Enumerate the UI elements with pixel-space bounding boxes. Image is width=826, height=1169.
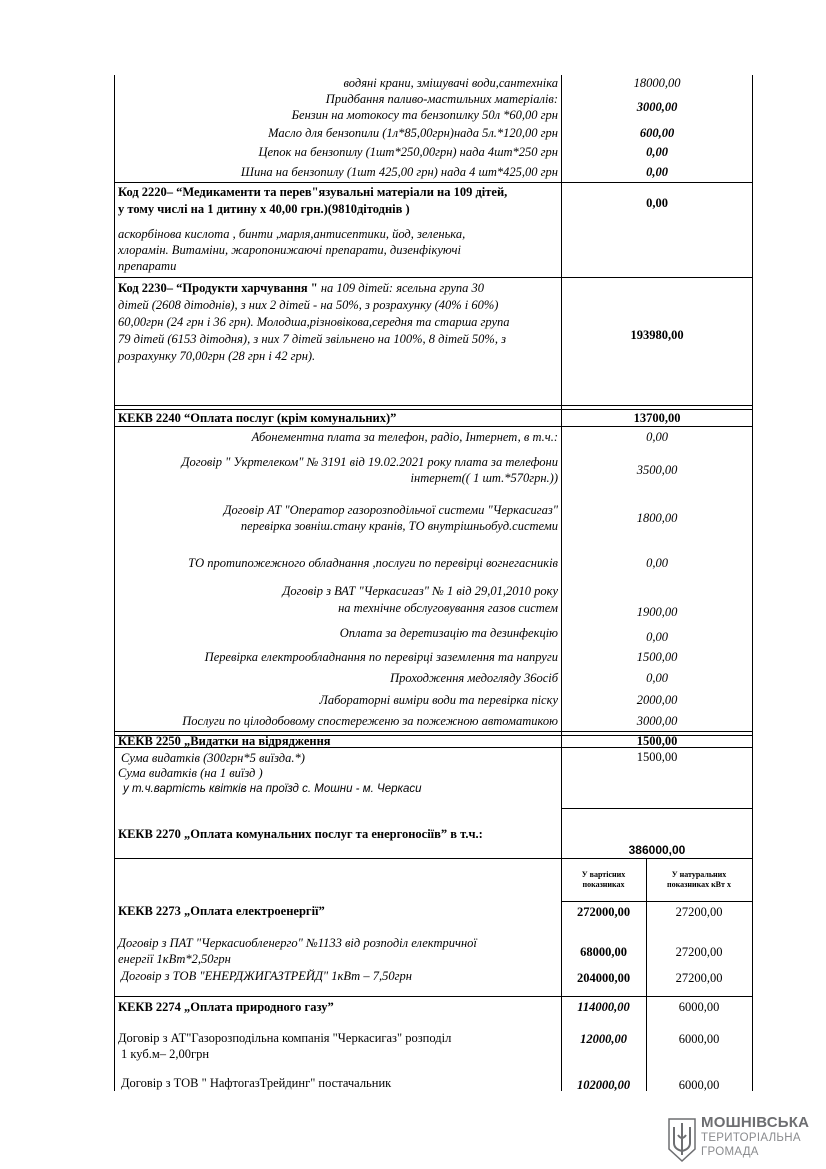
contract-natural: 27200,00 — [675, 971, 723, 985]
kekv-2274-heading: КЕКВ 2274 „Оплата природного газу” — [118, 1000, 334, 1014]
kekv-2240-value: 13700,00 — [633, 411, 681, 425]
row-label: Придбання паливо-мастильних матеріалів: — [325, 92, 558, 106]
service-value: 0,00 — [646, 630, 668, 644]
kod-2220-value: 0,00 — [646, 196, 668, 210]
row-label: Цепок на бензопилу (1шт*250,00грн) нада 4шт*250 грн — [258, 145, 558, 159]
contract-label: Договір з ТОВ " НафтогазТрейдинг" постачальник — [121, 1076, 392, 1090]
contract-value: 68000,00 — [580, 945, 627, 959]
kekv-2250-text: Сума видатків (на 1 виїзд ) — [118, 766, 263, 780]
contract-label: Договір з АТ"Газорозподільна компанія "Черкасигаз" розподіл — [118, 1031, 452, 1045]
kod-2230-text: дітей (2608 дітоднів), з них 2 дітей - на 50%, з розрахунку (40% і 60%) — [118, 298, 499, 312]
contract-label: енергії 1кВт*2,50грн — [118, 952, 231, 966]
column-header-money: У вартісних — [581, 870, 626, 879]
contract-label: 1 куб.м– 2,00грн — [121, 1047, 210, 1061]
row-value: 18000,00 — [633, 76, 681, 90]
service-label: Договір з ВАТ "Черкасигаз" № 1 від 29,01,2010 року — [282, 584, 558, 598]
service-label: Проходження медогляду 36осіб — [390, 671, 558, 685]
row-separator — [114, 426, 753, 427]
table-right-border — [752, 75, 753, 1091]
row-separator — [114, 996, 753, 997]
contract-value: 102000,00 — [576, 1078, 631, 1092]
kekv-2274-natural: 6000,00 — [678, 1000, 720, 1014]
row-value: 600,00 — [639, 126, 675, 140]
row-separator — [114, 277, 753, 278]
service-label: перевірка зовніш.стану кранів, ТО внутрішньобуд.системи — [240, 519, 558, 533]
service-value: 3000,00 — [636, 714, 678, 728]
kod-2230-text: 60,00грн (24 грн і 36 грн). Молодша,різновікова,середня та старша група — [118, 315, 510, 329]
row-separator — [114, 182, 753, 183]
service-label: Лабораторні виміри води та перевірка піску — [319, 693, 558, 707]
kekv-2250-value: 1500,00 — [636, 734, 678, 748]
row-value: 3000,00 — [636, 100, 678, 114]
contract-natural: 27200,00 — [675, 945, 723, 959]
service-label: Оплата за деретизацію та дезинфекцію — [339, 626, 558, 640]
row-separator — [114, 731, 753, 732]
kod-2220-description: аскорбінова кислота , бинти ,марля,антисептики, йод, зеленька, — [118, 227, 466, 241]
row-separator — [561, 901, 753, 902]
kod-2230-heading: Код 2230– “Продукти харчування " — [118, 281, 318, 295]
logo-name: МОШНІВСЬКА — [701, 1114, 810, 1131]
kod-2230-value: 193980,00 — [630, 328, 684, 342]
service-label: інтернет(( 1 шт.*570грн.)) — [410, 471, 558, 485]
kekv-2270-value: 386000,00 — [628, 843, 686, 857]
service-value: 1900,00 — [636, 605, 678, 619]
column-header-money: показниках — [582, 880, 625, 889]
service-label: Договір АТ "Оператор газорозподільчої системи "Черкасигаз" — [223, 503, 558, 517]
kod-2220-description: препарати — [118, 259, 177, 273]
kekv-2273-heading: КЕКВ 2273 „Оплата електроенергії” — [118, 904, 325, 918]
contract-value: 12000,00 — [580, 1032, 627, 1046]
service-value: 0,00 — [646, 671, 668, 685]
service-label: Перевірка електрообладнання по перевірці заземлення та напруги — [204, 650, 558, 664]
row-value: 0,00 — [646, 165, 668, 179]
kekv-2270-heading: КЕКВ 2270 „Оплата комунальних послуг та енергоносіїв” в т.ч.: — [118, 827, 483, 841]
service-label: ТО протипожежного обладнання ,послуги по перевірці вогнегасників — [188, 556, 558, 570]
service-value: 0,00 — [646, 556, 668, 570]
logo-subtitle: ГРОМАДА — [701, 1146, 759, 1158]
service-label: Договір " Укртелеком" № 3191 від 19.02.2021 року плата за телефони — [181, 455, 558, 469]
kod-2220-heading: Код 2220– “Медикаменти та перев"язувальні матеріали на 109 дітей, — [118, 185, 508, 199]
column-divider — [561, 75, 562, 1091]
service-label: на технiчне обслуговування газов систем — [338, 601, 558, 615]
contract-label: Договір з ТОВ "ЕНЕРДЖИГАЗТРЕЙД" 1кВт – 7,50грн — [121, 969, 412, 983]
kod-2220-heading: у тому числі на 1 дитину х 40,00 грн.)(9810дітоднів ) — [118, 202, 410, 216]
kekv-2273-natural: 27200,00 — [675, 905, 723, 919]
row-separator — [561, 808, 753, 809]
kod-2230-line — [118, 280, 484, 296]
contract-label: Договір з ПАТ "Черкасиобленерго" №1133 від розподіл електричної — [118, 936, 477, 950]
kekv-2240-heading: КЕКВ 2240 “Оплата послуг (крім комунальних)” — [118, 411, 397, 425]
service-value: 0,00 — [646, 430, 668, 444]
kekv-2274-value: 114000,00 — [577, 1000, 630, 1014]
kod-2230-text: розрахунку 70,00грн (28 грн і 42 грн). — [118, 349, 316, 363]
contract-natural: 6000,00 — [678, 1078, 720, 1092]
kekv-2273-value: 272000,00 — [576, 905, 631, 919]
row-label: водяні крани, змішувачі води,сантехніка — [343, 76, 558, 90]
row-label: Бензин на мотокосу та бензопилку 50л *60,00 грн — [291, 108, 558, 122]
column-header-natural: У натуральних — [671, 870, 727, 879]
kekv-2250-sub-value: 1500,00 — [636, 750, 678, 764]
row-separator — [114, 858, 753, 859]
table-left-border — [114, 75, 115, 1091]
kod-2230-text: на 109 дітей: ясельна група 30 — [317, 281, 485, 295]
row-label: Шина на бензопилу (1шт 425,00 грн) нада 4 шт*425,00 грн — [240, 165, 558, 179]
column-header-natural: показниках кВт х — [667, 880, 731, 889]
row-separator — [114, 405, 753, 406]
service-value: 1800,00 — [636, 511, 678, 525]
kekv-2250-text: у т.ч.вартість квітків на проїзд с. Мошни - м. Черкаси — [123, 783, 422, 795]
kekv-2250-text: Сума видатків (300грн*5 виїзда.*) — [121, 751, 305, 765]
service-value: 3500,00 — [636, 463, 678, 477]
row-value: 0,00 — [646, 145, 668, 159]
service-label: Послуги по цілодобовому спостереженю за пожежною автоматикою — [182, 714, 558, 728]
community-logo — [667, 1115, 817, 1165]
kod-2230-text: 79 дітей (6153 дітодня), з них 7 дітей звільнено на 100%, 8 дітей 50%, з — [118, 332, 506, 346]
service-value: 1500,00 — [636, 650, 678, 664]
trident-icon — [667, 1117, 697, 1163]
contract-value: 204000,00 — [576, 971, 631, 985]
logo-subtitle: ТЕРИТОРІАЛЬНА — [701, 1132, 801, 1144]
kekv-2250-heading: КЕКВ 2250 „Видатки на відрядження — [118, 734, 331, 748]
row-label: Масло для бензопили (1л*85,00грн)нада 5л.*120,00 грн — [268, 126, 558, 140]
service-value: 2000,00 — [636, 693, 678, 707]
kod-2220-description: хлорамін. Витаміни, жаропонижаючі препарати, дизенфікуючі — [118, 243, 461, 257]
service-label: Абонементна плата за телефон, радіо, Інтернет, в т.ч.: — [251, 430, 558, 444]
contract-natural: 6000,00 — [678, 1032, 720, 1046]
